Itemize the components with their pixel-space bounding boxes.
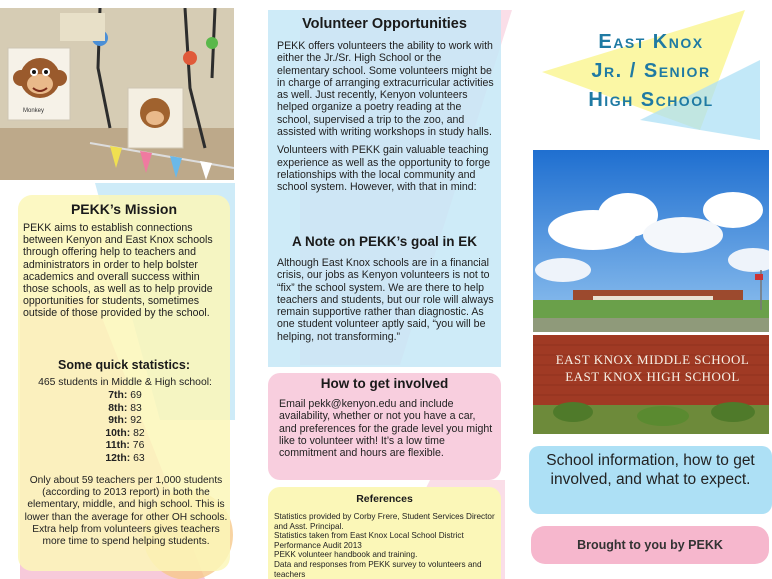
references-title: References [356, 493, 413, 505]
school-photo [533, 150, 769, 434]
stats-footnote: Only about 59 teachers per 1,000 students (according to 2013 report) in both the elementary, middle, and high school. This is lower than the average for other OH schools. Extra help from volunteers gives teachers more time to spend helping students. [24, 475, 228, 548]
monkey-label: Monkey [23, 108, 45, 114]
volunteer-paragraph-1: PEKK offers volunteers the ability to work with either the Jr./Sr. High School or the elementary school. Some volunteers might be in charge of arranging extracurricular activities as well. Just recently, Kenyon volunteers helped organize a poetry reading at the school, supervised a trip to the zoo, and assisted with writing workshops in study halls. [277, 40, 494, 139]
stat-count: 83 [130, 402, 142, 414]
involved-text: Email pekk@kenyon.edu and include availability, whether or not you have a car, and preferences for the grade level you might like to volunteer with! It’s a low time commitment and hours are flexible. [279, 398, 493, 460]
school-title-line: High School [588, 89, 714, 111]
school-title-line: East Knox [598, 31, 704, 53]
stat-row [22, 453, 228, 466]
stat-count: 76 [132, 440, 145, 451]
sign-line-1: EAST KNOX MIDDLE SCHOOL [555, 352, 750, 367]
stat-grade: 10th: [105, 427, 131, 439]
info-text: School information, how to get involved, and what to expect. [546, 452, 755, 488]
classroom-illustration [0, 8, 234, 180]
reference-item: Data and responses from PEKK survey to volunteers and teachers [274, 559, 482, 579]
references-list [274, 512, 496, 579]
school-title [540, 28, 762, 115]
reference-item: Statistics taken from East Knox Local School District Performance Audit 2013 [274, 531, 464, 550]
stat-row [22, 415, 228, 428]
stat-count: 92 [130, 415, 142, 426]
stat-grade: 12th: [105, 452, 131, 464]
stats-intro: 465 students in Middle & High school: [38, 377, 212, 388]
stats-title: Some quick statistics: [58, 358, 190, 372]
stat-count: 69 [130, 390, 142, 401]
reference-item: PEKK volunteer handbook and training. [274, 550, 418, 560]
volunteer-text [277, 40, 495, 194]
mission-title: PEKK’s Mission [70, 201, 178, 217]
stat-count: 63 [133, 452, 145, 464]
stat-grade: 9th: [108, 415, 128, 426]
stat-row [22, 403, 228, 416]
classroom-photo [0, 8, 234, 180]
sign-line-2: EAST KNOX HIGH SCHOOL [565, 369, 740, 384]
stat-grade: 11th: [105, 440, 130, 451]
stat-count: 82 [133, 427, 145, 439]
volunteer-paragraph-2: Volunteers with PEKK gain valuable teaching experience as well as the opportunity to forge relationships with the local community and school system. However, with that in mind: [277, 144, 491, 194]
mission-text: PEKK aims to establish connections between Kenyon and East Knox schools through offering help to teachers and administrators in order to help bolster academics and overall success within those schools, as well as to help provide opportunities for students, sometimes outside of those provided by the school. [23, 222, 213, 320]
volunteer-title: Volunteer Opportunities [302, 16, 467, 32]
brought-text: Brought to you by PEKK [577, 538, 723, 552]
note-text: Although East Knox schools are in a financial crisis, our jobs as Kenyon volunteers is not to “fix” the school system. We are there to help teachers and students, but our role will always remain supportive rather than diagnostic. As one student volunteer aptly said, “you will be helping, not transforming.” [277, 257, 494, 343]
stat-grade: 7th: [108, 390, 128, 401]
school-title-line: Jr. / Senior [591, 60, 711, 82]
stat-row [22, 390, 228, 403]
school-illustration [533, 150, 769, 434]
reference-item: Statistics provided by Corby Frere, Student Services Director and Asst. Principal. [274, 512, 495, 531]
note-title: A Note on PEKK’s goal in EK [291, 234, 477, 249]
involved-title: How to get involved [320, 376, 449, 391]
stat-row [22, 440, 228, 453]
stat-row [22, 428, 228, 441]
stat-grade: 8th: [108, 402, 128, 414]
